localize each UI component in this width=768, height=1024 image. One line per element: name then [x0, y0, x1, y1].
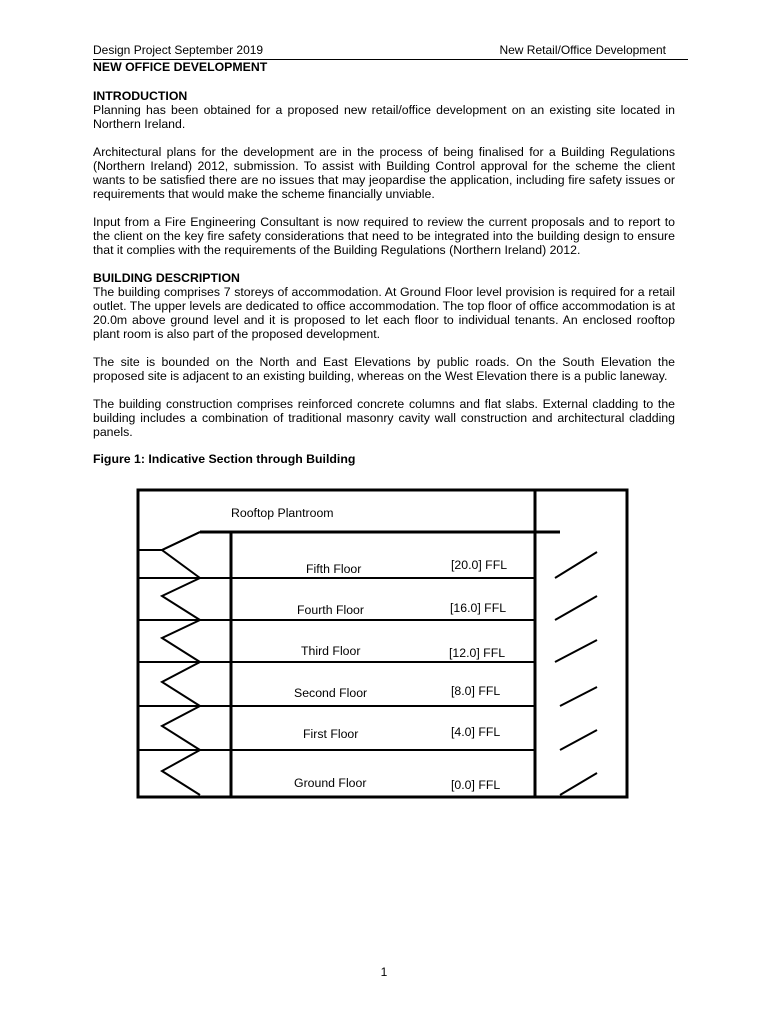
- section-heading-building-description: BUILDING DESCRIPTION: [93, 271, 240, 285]
- floor-name-label: Fourth Floor: [297, 603, 364, 617]
- page-header: [93, 43, 688, 60]
- floor-name-label: First Floor: [303, 727, 359, 741]
- header-left: Design Project September 2019: [93, 43, 264, 57]
- stair-flight: [162, 578, 200, 620]
- floor-level-label: [20.0] FFL: [451, 558, 508, 572]
- building-section-figure: [130, 486, 630, 802]
- header-right: New Retail/Office Development: [499, 43, 666, 57]
- section-heading-introduction: INTRODUCTION: [93, 89, 188, 103]
- floor-level-label: [12.0] FFL: [449, 646, 506, 660]
- paragraph: The building comprises 7 storeys of accommodation. At Ground Floor level provision is required for a retail outlet. The upper levels are dedicated to office accommodation. The top floor of office accommodation is at 20.0m above ground level and it is proposed to let each floor to individual tenants. An enclosed rooftop plant room is also part of the proposed development.: [93, 285, 675, 341]
- page-number: 1: [380, 965, 388, 979]
- paragraph: Planning has been obtained for a proposed new retail/office development on an existing site located in Northern Ireland.: [93, 103, 675, 131]
- document-body: [93, 60, 675, 466]
- paragraph: Input from a Fire Engineering Consultant is now required to review the current proposals and to report to the client on the key fire safety considerations that need to be integrated into the building design to ensure that it complies with the requirements of the Building Regulations (Northern Ireland) 2012.: [93, 215, 675, 257]
- stair-flight: [162, 532, 200, 578]
- stair-flight: [162, 620, 200, 662]
- paragraph: Architectural plans for the development are in the process of being finalised for a Building Regulations (Northern Ireland) 2012, submission. To assist with Building Control approval for the scheme the client wants to be satisfied there are no issues that may jeopardise the application, including fire safety issues or requirements that would make the scheme financially unviable.: [93, 145, 675, 201]
- paragraph: The building construction comprises reinforced concrete columns and flat slabs. External cladding to the building includes a combination of traditional masonry cavity wall construction and architectural cladding panels.: [93, 397, 675, 439]
- paragraph: The site is bounded on the North and East Elevations by public roads. On the South Elevation the proposed site is adjacent to an existing building, whereas on the West Elevation there is a public laneway.: [93, 355, 675, 383]
- escape-door: [555, 552, 597, 578]
- escape-door: [560, 730, 597, 750]
- floor-name-label: Ground Floor: [294, 776, 367, 790]
- document-title: NEW OFFICE DEVELOPMENT: [93, 60, 268, 74]
- stair-flight: [162, 662, 200, 706]
- floor-level-label: [8.0] FFL: [451, 684, 501, 698]
- escape-door: [560, 687, 597, 706]
- escape-door: [555, 596, 597, 620]
- escape-door: [560, 773, 597, 795]
- stair-flight: [162, 750, 200, 795]
- floor-level-label: [16.0] FFL: [450, 601, 507, 615]
- floor-name-label: Second Floor: [294, 686, 368, 700]
- floor-level-label: [4.0] FFL: [451, 725, 501, 739]
- figure-caption: Figure 1: Indicative Section through Building: [93, 452, 356, 466]
- floor-name-label: Fifth Floor: [306, 562, 362, 576]
- stair-flight: [162, 706, 200, 750]
- floor-name-label: Third Floor: [301, 644, 361, 658]
- floor-level-label: [0.0] FFL: [451, 778, 501, 792]
- escape-door: [555, 640, 597, 662]
- plantroom-label: Rooftop Plantroom: [231, 506, 334, 520]
- section-drawing: [130, 486, 630, 802]
